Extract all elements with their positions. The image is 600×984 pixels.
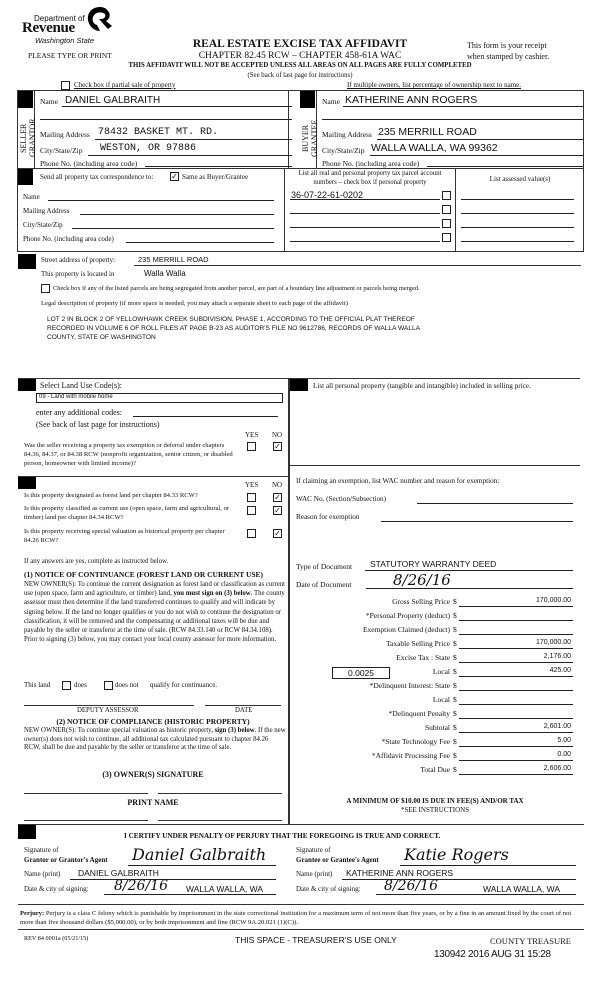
parcel-number-field[interactable] (290, 241, 440, 242)
corr-name-field[interactable] (48, 200, 274, 201)
tax-row-label: Excise Tax : State (396, 653, 450, 662)
this-land-label: This land (24, 681, 51, 689)
tax-row-value: 2,176.00 (543, 653, 571, 660)
dept-line3: Washington State (35, 36, 95, 45)
assessed-value-field[interactable] (461, 213, 574, 214)
designation-yes-checkbox[interactable] (247, 493, 256, 502)
personal-property-label: List all personal property (tangible and intangible) included in selling price. (313, 382, 531, 390)
seller-phone-label: Phone No. (including area code) (40, 159, 138, 168)
tax-row-value: 5.00 (557, 737, 571, 744)
exemption-reason-field[interactable] (381, 521, 573, 522)
buyer-address-label: Mailing Address (322, 130, 372, 139)
segregated-label: Check box if any of the listed parcels are being segregated from another parcel, are part of a boundary line adjustment or parcels being merged. (53, 285, 420, 292)
tax-row-value: 2,601.00 (543, 723, 571, 730)
assessed-header: List assessed value(s) (489, 175, 551, 183)
personal-property-checkbox[interactable] (442, 219, 451, 228)
assessed-value-field[interactable] (461, 199, 574, 200)
tax-row-value: 2,606.00 (543, 765, 571, 772)
street-field[interactable]: 235 MERRILL ROAD (138, 255, 209, 264)
currency-symbol: $ (453, 653, 457, 662)
tax-row-field[interactable] (459, 746, 573, 747)
parcel-number-field[interactable] (290, 227, 440, 228)
tax-row-label: Gross Selling Price (392, 597, 450, 606)
designation-question-text: Is this property classified as current use (open space, farm and agricultural, or timber) land per chapter 84.34 RCW? (24, 505, 230, 521)
print-name-line-2[interactable] (158, 820, 282, 821)
tax-row-value: 170,000.00 (535, 639, 571, 646)
grantor-name-label: Name (print) (24, 870, 61, 878)
multiple-owners-note: If multiple owners, list percentage of ownership next to name. (347, 81, 521, 89)
corr-city-field[interactable] (72, 228, 274, 229)
corr-address-field[interactable] (80, 214, 274, 215)
tax-row-label: Local (432, 695, 450, 704)
revenue-logo-icon (86, 6, 114, 32)
print-name-label: PRINT NAME (127, 798, 179, 807)
currency-symbol: $ (453, 681, 457, 690)
tax-row-value: 425.00 (549, 667, 571, 674)
assessed-value-field[interactable] (461, 241, 574, 242)
minimum-due-note: A MINIMUM OF $10.00 IS DUE IN FEE(S) AND/OR TAX (346, 797, 524, 805)
tax-row-field[interactable] (459, 704, 573, 705)
buyer-name-field[interactable]: KATHERINE ANN ROGERS (345, 94, 478, 106)
tax-row-label: *Affidavit Processing Fee (371, 751, 450, 760)
corr-phone-label: Phone No. (including area code) (23, 235, 114, 243)
warning-banner: THIS AFFIDAVIT WILL NOT BE ACCEPTED UNLESS ALL AREAS ON ALL PAGES ARE FULLY COMPLETED (128, 62, 472, 69)
county-treasurer: COUNTY TREASURE (490, 936, 571, 946)
deputy-assessor-line[interactable] (24, 705, 194, 706)
qualify-label: qualify for continuance. (150, 681, 218, 689)
exemption-yes-checkbox[interactable] (247, 442, 256, 451)
grantor-sig-label-1: Signature of (24, 846, 59, 854)
seller-address-field[interactable]: 78432 BASKET MT. RD. (98, 127, 219, 138)
tax-row-field[interactable] (459, 676, 573, 677)
owner-signature-line-2[interactable] (158, 793, 282, 794)
located-field[interactable]: Walla Walla (144, 269, 186, 278)
dept-line1: Department of (34, 14, 85, 23)
seller-city-field[interactable]: WESTON, OR 97886 (100, 143, 197, 154)
parcel-number: 36-07-22-61-0202 (291, 190, 364, 200)
tax-row-field[interactable] (459, 662, 573, 663)
seller-name-label: Name (40, 97, 58, 106)
land-use-see-back: (See back of last page for instructions) (36, 420, 160, 429)
land-use-section-marker (18, 379, 36, 391)
certify-section-marker (18, 825, 36, 839)
grantee-sig-label-2: Grantee or Grantee's Agent (296, 856, 379, 864)
designation-yes-checkbox[interactable] (247, 506, 256, 515)
same-as-buyer-checkbox[interactable]: ✓ (171, 172, 178, 181)
notice2-body: NEW OWNER(S): To continue special valuation as historic property, sign (3) below. If the new owner(s) does not wish to continue, all additional tax calculated pursuant to chapter 84.26 RCW, shall be due and payable by the seller or transferor at the time of sale. (24, 727, 286, 751)
form-chapter: CHAPTER 82.45 RCW – CHAPTER 458-61A WAC (198, 51, 402, 61)
land-use-label: Select Land Use Code(s): (40, 381, 122, 390)
personal-property-checkbox[interactable] (442, 205, 451, 214)
legal-description-label: Legal description of property (if more space is needed, you may attach a separate sheet to each page of the affidavit) (41, 300, 348, 307)
wac-label: WAC No. (Section/Subsection) (296, 495, 387, 503)
tax-row-label: Exemption Claimed (deduct) (362, 625, 450, 634)
tax-row-field[interactable] (459, 774, 573, 775)
assessed-value-field[interactable] (461, 227, 574, 228)
designation-no-checkbox[interactable]: ✓ (274, 529, 281, 538)
buyer-phone-label: Phone No. (including area code) (322, 159, 420, 168)
currency-symbol: $ (453, 695, 457, 704)
local-rate-value: 0.0025 (348, 668, 374, 678)
grantor-city-field[interactable]: WALLA WALLA, WA (186, 884, 263, 894)
designation-question-text: Is this property designated as forest land per chapter 84.33 RCW? (24, 492, 198, 499)
no-header-2: NO (272, 481, 283, 489)
tax-row-label: *State Technology Fee (381, 737, 450, 746)
buyer-city-field[interactable]: WALLA WALLA, WA 99362 (371, 142, 498, 154)
please-type: PLEASE TYPE OR PRINT (28, 51, 112, 60)
currency-symbol: $ (453, 625, 457, 634)
corr-name-label: Name (23, 193, 40, 201)
corr-city-label: City/State/Zip (23, 221, 63, 229)
personal-property-checkbox[interactable] (442, 233, 451, 242)
dept-line2: Revenue (22, 20, 75, 36)
additional-codes-label: enter any additional codes: (36, 408, 122, 417)
tax-row-label: Total Due (420, 765, 450, 774)
tax-row-field[interactable] (459, 732, 573, 733)
notice1-title: (1) NOTICE OF CONTINUANCE (FOREST LAND OR CURRENT USE) (24, 570, 264, 579)
legal-line-1[interactable]: LOT 2 IN BLOCK 2 OF YELLOWHAWK CREEK SUBDIVISION, PHASE 1, ACCORDING TO THE OFFICIAL PLAT THEREOF (47, 316, 415, 323)
grantee-city-field[interactable]: WALLA WALLA, WA (483, 884, 560, 894)
certify-statement: I CERTIFY UNDER PENALTY OF PERJURY THAT THE FOREGOING IS TRUE AND CORRECT. (124, 832, 441, 840)
seller-address-label: Mailing Address (40, 130, 90, 139)
currency-symbol: $ (453, 723, 457, 732)
form-title: REAL ESTATE EXCISE TAX AFFIDAVIT (192, 38, 408, 50)
designation-yes-checkbox[interactable] (247, 529, 256, 538)
assessor-date-line[interactable] (205, 705, 281, 706)
tax-row-field[interactable] (459, 620, 573, 621)
tax-row-label: *Delinquent Interest: State (369, 681, 450, 690)
tax-row-field[interactable] (459, 648, 573, 649)
seller-section-marker (18, 91, 33, 108)
correspondence-section-marker (18, 169, 33, 185)
form-revision: REV 84 0001a (05/21/15) (24, 935, 89, 942)
street-label: Street address of property: (41, 256, 116, 264)
parcel-header: List all real and personal property tax parcel account numbers – check box if personal property (298, 170, 442, 186)
receipt-line1: This form is your receipt (467, 41, 547, 50)
currency-symbol: $ (453, 709, 457, 718)
does-not-label: does not (115, 681, 139, 689)
does-checkbox[interactable] (62, 681, 71, 690)
yes-header-1: YES (245, 431, 259, 439)
grantor-date-label: Date & city of signing: (24, 885, 89, 893)
see-back-note: (See back of last page for instructions) (247, 72, 353, 79)
partial-sale-checkbox[interactable] (61, 81, 70, 90)
tax-row-label: Subtotal (424, 723, 450, 732)
grantee-sig-label-1: Signature of (296, 846, 331, 854)
grantor-sig-label-2: Grantor or Grantor's Agent (24, 856, 108, 864)
parcel-number-field[interactable] (290, 213, 440, 214)
grantor-date-field[interactable]: 8/26/16 (114, 878, 168, 894)
currency-symbol: $ (453, 639, 457, 648)
send-correspondence-label: Send all property tax correspondence to: (40, 173, 154, 181)
seller-name-field[interactable]: DANIEL GALBRAITH (65, 95, 161, 106)
exemption-claim-label: If claiming an exemption, list WAC number and reason for exemption: (296, 477, 500, 485)
legal-line-3[interactable]: COUNTY, STATE OF WASHINGTON (47, 334, 156, 341)
if-yes-note: If any answers are yes, complete as instructed below. (24, 558, 169, 565)
doc-type-label: Type of Document (296, 562, 353, 571)
buyer-name-label: Name (322, 97, 340, 106)
buyer-section-marker (300, 91, 315, 108)
designation-question-text: Is this property receiving special valuation as historical property per chapter 84.26 RCW? (24, 528, 225, 544)
yes-header-2: YES (245, 481, 259, 489)
grantee-signature[interactable]: Katie Rogers (404, 845, 509, 864)
owner-signature-label: (3) OWNER(S) SIGNATURE (102, 770, 204, 779)
notice1-body: NEW OWNER(S): To continue the current designation as forest land or classification as current use (open space, farm and agriculture, or timber) land, you must sign on (3) below. The county assessor must then determine if the land transferred continues to qualify and will indicate by signing below. If the land no longer qualifies or you do not wish to continue the designation or classification, it will be removed and the compensating or additional taxes will be due and payable by the seller or transferor at the time of sale. (RCW 84.33.140 or RCW 84.34.108). Prior to signing (3) below, you may contact your local county assessor for more information. (24, 581, 286, 644)
currency-symbol: $ (453, 667, 457, 676)
corr-phone-field[interactable] (126, 242, 274, 243)
tax-row-field[interactable] (459, 760, 573, 761)
seller-phone-field[interactable] (145, 166, 292, 167)
exemption-reason-label: Reason for exemption (296, 513, 360, 521)
currency-symbol: $ (453, 611, 457, 620)
designation-no-checkbox[interactable]: ✓ (274, 493, 281, 502)
assessor-date-label: DATE (235, 707, 253, 714)
tax-row-label: *Delinquent Penalty (388, 709, 450, 718)
buyer-city-label: City/State/Zip (322, 146, 365, 155)
exemption-question: Was the seller receiving a property tax exemption or deferral under chapters 84.36, 84.37, or 84.38 RCW (nonprofit organization, senior citizen, or disabled person, homeowner with limited income)? (24, 442, 233, 467)
personal-property-checkbox[interactable] (442, 191, 451, 200)
grantor-name-field[interactable]: DANIEL GALBRAITH (78, 868, 159, 878)
owner-signature-line-1[interactable] (24, 793, 148, 794)
segregated-checkbox[interactable] (41, 284, 50, 293)
corr-address-label: Mailing Address (23, 207, 70, 215)
property-section-marker (18, 254, 36, 269)
treasurer-space: THIS SPACE - TREASURER'S USE ONLY (235, 935, 397, 945)
seller-city-label: City/State/Zip (40, 146, 83, 155)
partial-sale-label: Check box if partial sale of property (74, 81, 176, 89)
tax-row-label: Taxable Selling Price (385, 639, 450, 648)
grantee-name-field[interactable]: KATHERINE ANN ROGERS (346, 868, 454, 878)
grantee-name-label: Name (print) (296, 870, 333, 878)
perjury-notice: Perjury: Perjury is a class C felony which is punishable by imprisonment in the state correctional institution for a maximum term of not more than five years, or by a fine in an amount fixed by the court of not more than five thousand dollars ($5,000.00), or by both imprisonment and fine (RCW 9A.20.021 (1)(C)). (20, 910, 572, 926)
buyer-side-label: BUYER GRANTEE (301, 119, 319, 157)
designation-no-checkbox[interactable]: ✓ (274, 506, 281, 515)
receipt-line2: when stamped by cashier. (467, 52, 550, 61)
currency-symbol: $ (453, 597, 457, 606)
see-instructions-note: *SEE INSTRUCTIONS (400, 806, 470, 814)
currency-symbol: $ (453, 737, 457, 746)
does-label: does (74, 681, 87, 689)
cashier-stamp: 130942 2016 AUG 31 15:28 (434, 949, 551, 960)
land-use-selected: 09 - Land with mobile home (39, 394, 113, 400)
grantor-signature[interactable]: Daniel Galbraith (132, 845, 267, 864)
dor-logo (20, 6, 120, 46)
does-not-checkbox[interactable] (104, 681, 113, 690)
grantee-date-label: Date & city of signing: (296, 885, 361, 893)
deputy-assessor-label: DEPUTY ASSESSOR (77, 707, 139, 714)
tax-row-label: *Personal Property (deduct) (365, 611, 450, 620)
located-label: This property is located in (41, 270, 115, 278)
exemption-no-checkbox[interactable]: ✓ (274, 442, 281, 451)
no-header-1: NO (272, 431, 283, 439)
notice2-title: (2) NOTICE OF COMPLIANCE (HISTORIC PROPERTY) (56, 717, 250, 726)
doc-date-label: Date of Document (296, 580, 352, 589)
tax-row-field[interactable] (459, 718, 573, 719)
doc-date-field[interactable]: 8/26/16 (393, 571, 451, 589)
tax-row-value: 0.00 (557, 751, 571, 758)
tax-row-field[interactable] (459, 690, 573, 691)
same-as-buyer-label: Same as Buyer/Grantee (182, 173, 249, 181)
additional-codes-field[interactable] (133, 416, 278, 417)
grantee-date-field[interactable]: 8/26/16 (384, 878, 438, 894)
seller-side-label: SELLER GRANTOR (19, 118, 37, 158)
print-name-line-1[interactable] (24, 820, 148, 821)
tax-row-value: 170,000.00 (535, 597, 571, 604)
tax-row-field[interactable] (459, 606, 573, 607)
designation-section-marker (18, 477, 36, 489)
currency-symbol: $ (453, 751, 457, 760)
doc-type-field[interactable]: STATUTORY WARRANTY DEED (370, 559, 497, 569)
land-use-select[interactable] (36, 393, 283, 403)
buyer-phone-field[interactable] (427, 166, 583, 167)
tax-row-label: Local (432, 667, 450, 676)
currency-symbol: $ (453, 765, 457, 774)
wac-field[interactable] (417, 503, 573, 504)
legal-line-2[interactable]: RECORDED IN VOLUME 6 OF ROLL FILES AT PAGE B-23 AS AUDITOR'S FILE NO 9612786, RECORDS OF WALLA WALLA (47, 325, 421, 332)
buyer-address-field[interactable]: 235 MERRILL ROAD (378, 126, 477, 138)
tax-row-field[interactable] (459, 634, 573, 635)
